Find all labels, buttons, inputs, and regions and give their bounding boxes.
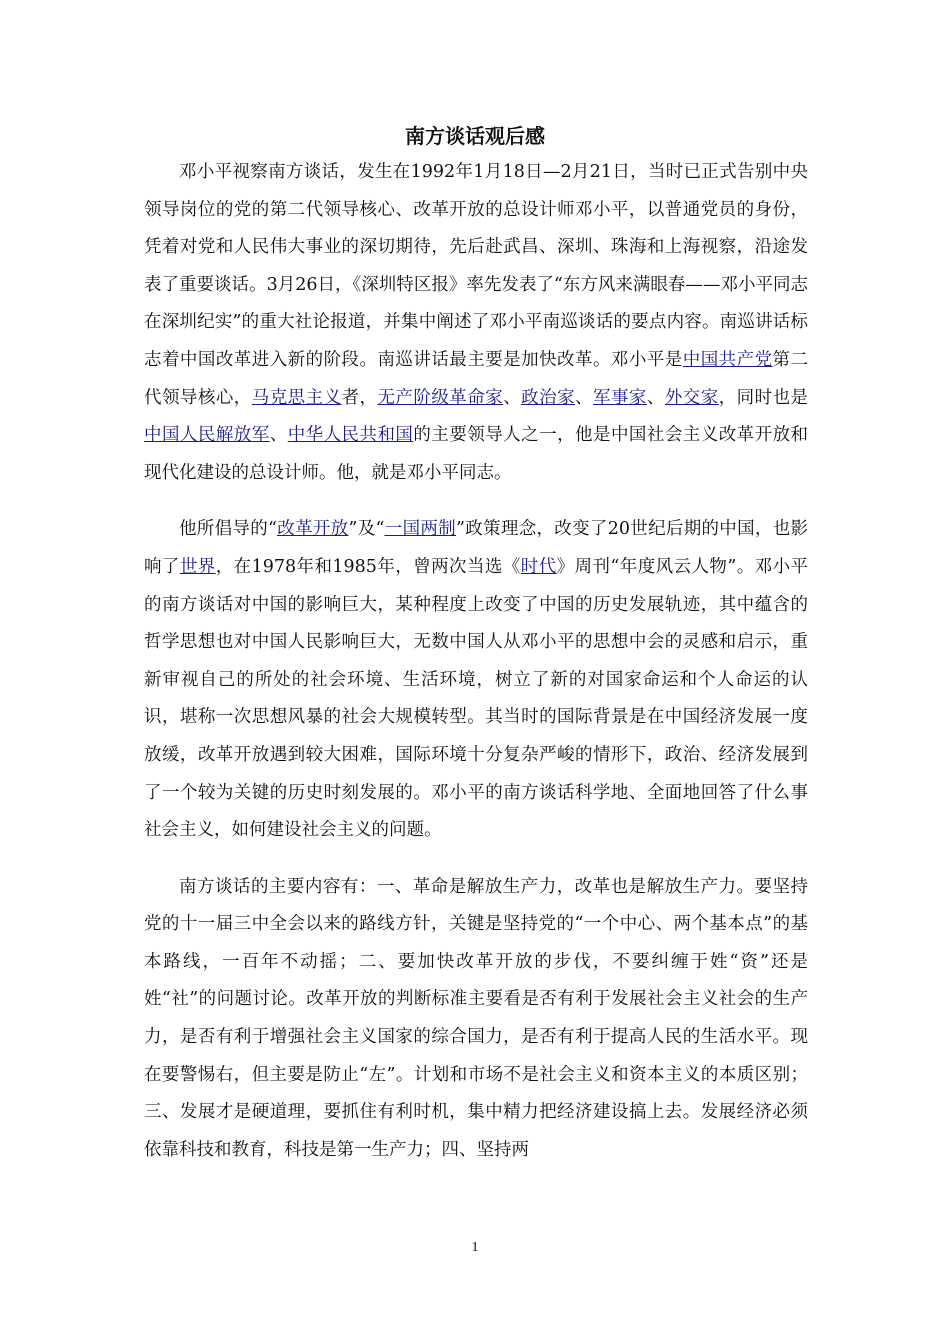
paragraph-text: 第二代领导核心， [144, 349, 809, 408]
paragraph-text: 、 [503, 387, 522, 408]
document-title: 南方谈话观后感 [405, 124, 545, 148]
page-number: 1 [471, 1240, 479, 1255]
link-military-strategist[interactable]: 军事家 [593, 387, 647, 408]
link-reform-opening[interactable]: 改革开放 [276, 519, 349, 540]
paragraph-text: 者， [341, 387, 378, 408]
paragraph-text: 、 [269, 425, 288, 446]
link-prc[interactable]: 中华人民共和国 [287, 425, 414, 446]
link-proletarian-revolutionary[interactable]: 无产阶级革命家 [377, 387, 504, 408]
paragraph-text: ”政策理念，改变了20世纪后期的中国，也影响了 [144, 519, 809, 577]
link-one-country-two-systems[interactable]: 一国两制 [384, 519, 457, 540]
paragraph-2 [144, 511, 808, 849]
link-marxism[interactable]: 马克思主义 [251, 387, 342, 408]
paragraph-text: 、 [646, 387, 665, 408]
link-diplomat[interactable]: 外交家 [664, 387, 719, 408]
paragraph-3 [144, 869, 808, 1170]
paragraph-text: 、 [575, 387, 593, 408]
link-cpc[interactable]: 中国共产党 [682, 349, 773, 370]
paragraph-text: 邓小平视察南方谈话，发生在1992年1月18日—2月21日，当时已正式告别中央领导岗位的党的第二代领导核心、改革开放的总设计师邓小平，以普通党员的身份，凭着对党和人民伟大事业的深切期待，先后赴武昌、深圳、珠海和上海视察，沿途发表了重要谈话。3月26日，《深圳特区报》率先发表了“东方风来满眼春——邓小平同志在深圳纪实”的重大社论报道，并集中阐述了邓小平南巡谈话的要点内容。南巡讲话标志着中国改革进入新的阶段。南巡讲话最主要是加快改革。邓小平是 [144, 162, 808, 370]
paragraph-text: 的主要领导人之一，他是中国社会主义改革开放和现代化建设的总设计师。他，就是邓小平同志。 [144, 425, 809, 483]
document-body [144, 154, 808, 1188]
paragraph-text: 他所倡导的“ [179, 519, 277, 540]
paragraph-text: 南方谈话的主要内容有：一、革命是解放生产力，改革也是解放生产力。要坚持党的十一届三中全会以来的路线方针，关键是坚持党的“一个中心、两个基本点”的基本路线，一百年不动摇；二、要加快改革开放的步伐，不要纠缠于姓“资”还是姓“社”的问题讨论。改革开放的判断标准主要看是否有利于发展社会主义社会的生产力，是否有利于增强社会主义国家的综合国力，是否有利于提高人民的生活水平。现在要警惕右，但主要是防止“左”。计划和市场不是社会主义和资本主义的本质区别；三、发展才是硬道理，要抓住有利时机，集中精力把经济建设搞上去。发展经济必须依靠科技和教育，科技是第一生产力；四、坚持两 [144, 876, 808, 1160]
link-time-magazine[interactable]: 时代 [520, 556, 557, 577]
paragraph-text: ，同时也是 [718, 387, 809, 408]
paragraph-text: 》周刊“年度风云人物”。邓小平的南方谈话对中国的影响巨大，某种程度上改变了中国的历史发展轨迹，其中蕴含的哲学思想也对中国人民影响巨大，无数中国人从邓小平的思想中会的灵感和启示，重新审视自己的所处的社会环境、生活环境，树立了新的对国家命运和个人命运的认识，堪称一次思想风暴的社会大规模转型。其当时的国际背景是在中国经济发展一度放缓，改革开放遇到较大困难，国际环境十分复杂严峻的情形下，政治、经济发展到了一个较为关键的历史时刻发展的。邓小平的南方谈话科学地、全面地回答了什么事社会主义，如何建设社会主义的问题。 [144, 556, 809, 841]
paragraph-text: ”及“ [348, 519, 385, 540]
link-pla[interactable]: 中国人民解放军 [144, 425, 270, 446]
paragraph-text: ，在1978年和1985年，曾两次当选《 [215, 556, 521, 577]
link-world[interactable]: 世界 [179, 556, 216, 577]
paragraph-1 [144, 154, 808, 492]
link-politician[interactable]: 政治家 [521, 387, 576, 408]
